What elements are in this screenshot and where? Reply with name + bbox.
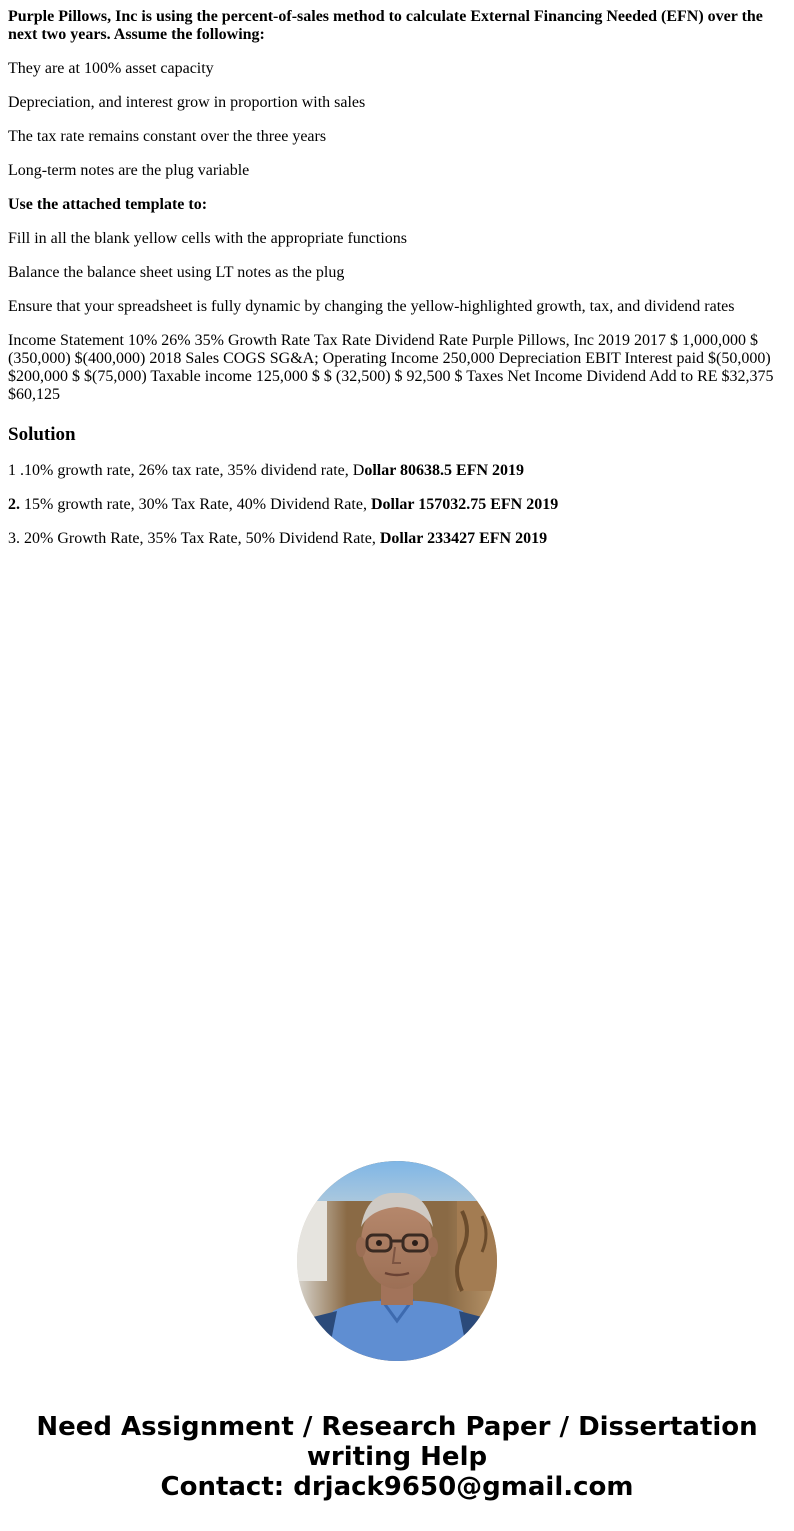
promo-banner xyxy=(0,1412,794,1502)
assumption-1: They are at 100% asset capacity xyxy=(8,60,214,77)
assumption-4: Long-term notes are the plug variable xyxy=(8,162,250,179)
template-heading: Use the attached template to: xyxy=(8,196,208,213)
income-statement-text: Income Statement 10% 26% 35% Growth Rate Tax Rate Dividend Rate Purple Pillows, Inc 2019 2017 $ 1,000,000 $ (350,000) $(400,000) 2018 Sales COGS SG&A; Operating Income 250,000 Depreciation EBIT Interest paid $(50,000) $200,000 $ $(75,000) Taxable income 125,000 $ $ (32,500) $ 92,500 $ Taxes Net Income Dividend Add to RE $32,375 $60,125 xyxy=(8,332,774,403)
promo-line-1: Need Assignment / Research Paper / Dissertation xyxy=(36,1412,758,1442)
answer-3: 3. 20% Growth Rate, 35% Tax Rate, 50% Dividend Rate, Dollar 233427 EFN 2019 xyxy=(8,530,548,547)
task-3: Ensure that your spreadsheet is fully dynamic by changing the yellow-highlighted growth, tax, and dividend rates xyxy=(8,298,735,315)
answer-1: 1 .10% growth rate, 26% tax rate, 35% dividend rate, Dollar 80638.5 EFN 2019 xyxy=(8,462,525,479)
solution-heading: Solution xyxy=(8,424,76,445)
assumption-3: The tax rate remains constant over the three years xyxy=(8,128,327,145)
promo-contact: Contact: drjack9650@gmail.com xyxy=(160,1472,634,1502)
assumption-2: Depreciation, and interest grow in proportion with sales xyxy=(8,94,366,111)
task-1: Fill in all the blank yellow cells with the appropriate functions xyxy=(8,230,408,247)
answer-2: 2. 15% growth rate, 30% Tax Rate, 40% Dividend Rate, Dollar 157032.75 EFN 2019 xyxy=(8,496,559,513)
promo-line-2: writing Help xyxy=(306,1442,488,1472)
document-body xyxy=(0,8,794,548)
author-avatar xyxy=(297,1161,497,1361)
question-intro: Purple Pillows, Inc is using the percent-of-sales method to calculate External Financing Needed (EFN) over the next two years. Assume the following: xyxy=(8,8,763,43)
task-2: Balance the balance sheet using LT notes as the plug xyxy=(8,264,345,281)
